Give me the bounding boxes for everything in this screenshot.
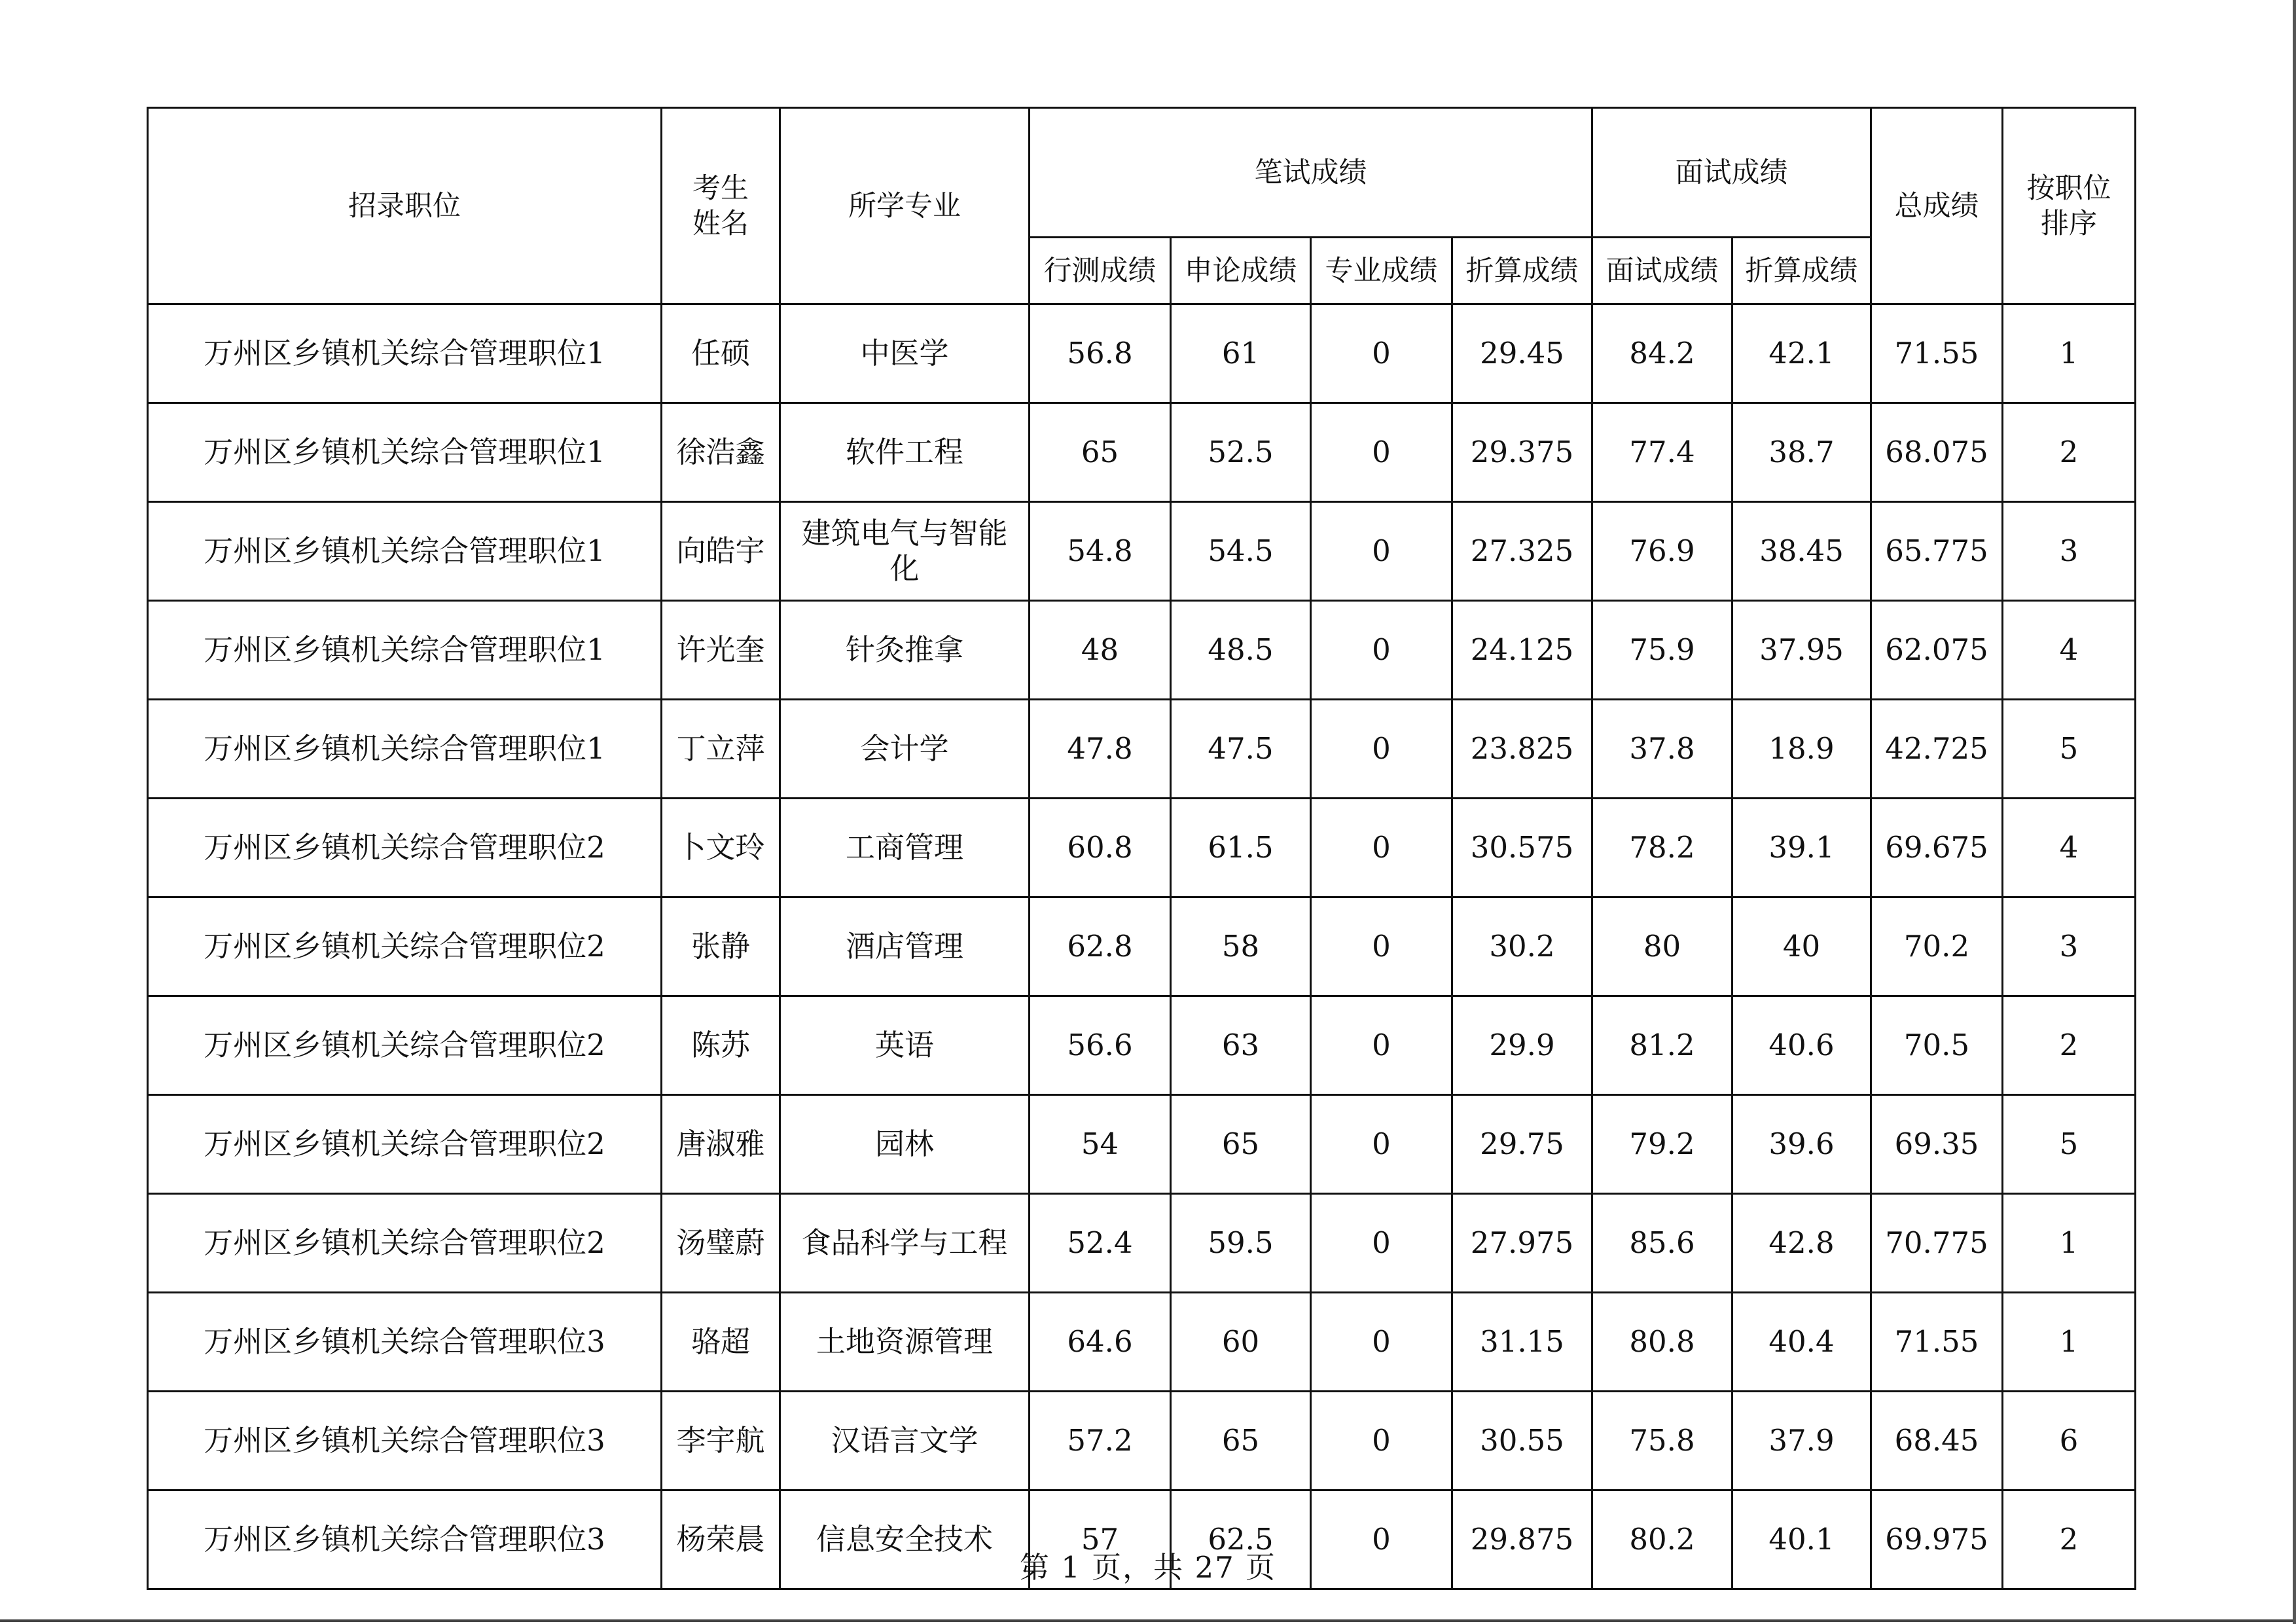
cell-xingce: 47.8: [1030, 700, 1171, 799]
score-table: [147, 107, 2136, 1590]
cell-interview-converted: 42.8: [1732, 1194, 1871, 1293]
cell-interview-converted: 40: [1732, 897, 1871, 996]
cell-xingce: 52.4: [1030, 1194, 1171, 1293]
cell-interview: 81.2: [1592, 996, 1732, 1095]
cell-rank: 2: [2003, 996, 2136, 1095]
cell-written-converted: 29.375: [1452, 403, 1592, 502]
cell-position: 万州区乡镇机关综合管理职位2: [148, 996, 662, 1095]
cell-rank: 5: [2003, 700, 2136, 799]
cell-shenlun: 63: [1171, 996, 1311, 1095]
cell-interview-converted: 18.9: [1732, 700, 1871, 799]
cell-position: 万州区乡镇机关综合管理职位1: [148, 502, 662, 601]
header-row-top: [148, 108, 2136, 238]
cell-written-converted: 29.9: [1452, 996, 1592, 1095]
cell-rank: 5: [2003, 1095, 2136, 1194]
cell-position: 万州区乡镇机关综合管理职位3: [148, 1490, 662, 1589]
header-rank: 按职位排序: [2003, 108, 2136, 304]
cell-interview: 80: [1592, 897, 1732, 996]
cell-interview-converted: 42.1: [1732, 304, 1871, 403]
cell-position: 万州区乡镇机关综合管理职位1: [148, 304, 662, 403]
cell-name: 李宇航: [662, 1392, 780, 1490]
cell-total: 65.775: [1871, 502, 2003, 601]
cell-major: 土地资源管理: [780, 1293, 1030, 1392]
cell-shenlun: 48.5: [1171, 601, 1311, 700]
cell-rank: 4: [2003, 601, 2136, 700]
cell-written-converted: 24.125: [1452, 601, 1592, 700]
cell-major: 酒店管理: [780, 897, 1030, 996]
cell-major: 食品科学与工程: [780, 1194, 1030, 1293]
cell-position: 万州区乡镇机关综合管理职位2: [148, 897, 662, 996]
header-major: 所学专业: [780, 108, 1030, 304]
table-row: [148, 1392, 2136, 1490]
header-interview: 面试成绩: [1592, 238, 1732, 304]
cell-interview-converted: 40.1: [1732, 1490, 1871, 1589]
cell-xingce: 57: [1030, 1490, 1171, 1589]
cell-name: 许光奎: [662, 601, 780, 700]
cell-interview: 78.2: [1592, 799, 1732, 897]
cell-total: 42.725: [1871, 700, 2003, 799]
cell-total: 70.5: [1871, 996, 2003, 1095]
cell-zhuanye: 0: [1311, 897, 1452, 996]
cell-total: 68.45: [1871, 1392, 2003, 1490]
cell-name: 杨荣晨: [662, 1490, 780, 1589]
cell-interview-converted: 40.6: [1732, 996, 1871, 1095]
header-written-converted: 折算成绩: [1452, 238, 1592, 304]
header-xingce: 行测成绩: [1030, 238, 1171, 304]
cell-position: 万州区乡镇机关综合管理职位1: [148, 601, 662, 700]
cell-zhuanye: 0: [1311, 304, 1452, 403]
cell-shenlun: 65: [1171, 1095, 1311, 1194]
cell-position: 万州区乡镇机关综合管理职位3: [148, 1392, 662, 1490]
cell-shenlun: 59.5: [1171, 1194, 1311, 1293]
cell-shenlun: 62.5: [1171, 1490, 1311, 1589]
table-row: [148, 502, 2136, 601]
header-position: 招录职位: [148, 108, 662, 304]
cell-written-converted: 29.75: [1452, 1095, 1592, 1194]
cell-total: 69.35: [1871, 1095, 2003, 1194]
cell-rank: 3: [2003, 502, 2136, 601]
cell-interview: 80.2: [1592, 1490, 1732, 1589]
cell-written-converted: 30.575: [1452, 799, 1592, 897]
cell-name: 骆超: [662, 1293, 780, 1392]
table-row: [148, 897, 2136, 996]
cell-interview: 77.4: [1592, 403, 1732, 502]
cell-major: 工商管理: [780, 799, 1030, 897]
cell-shenlun: 47.5: [1171, 700, 1311, 799]
cell-position: 万州区乡镇机关综合管理职位2: [148, 1095, 662, 1194]
cell-interview: 80.8: [1592, 1293, 1732, 1392]
cell-zhuanye: 0: [1311, 1490, 1452, 1589]
cell-rank: 2: [2003, 403, 2136, 502]
cell-position: 万州区乡镇机关综合管理职位1: [148, 700, 662, 799]
cell-written-converted: 29.875: [1452, 1490, 1592, 1589]
bottom-divider: [0, 1619, 2296, 1622]
cell-interview: 37.8: [1592, 700, 1732, 799]
cell-name: 徐浩鑫: [662, 403, 780, 502]
cell-written-converted: 27.325: [1452, 502, 1592, 601]
cell-zhuanye: 0: [1311, 1392, 1452, 1490]
header-zhuanye: 专业成绩: [1311, 238, 1452, 304]
cell-xingce: 64.6: [1030, 1293, 1171, 1392]
table-row: [148, 1095, 2136, 1194]
cell-zhuanye: 0: [1311, 1293, 1452, 1392]
cell-total: 71.55: [1871, 304, 2003, 403]
header-shenlun: 申论成绩: [1171, 238, 1311, 304]
cell-major: 中医学: [780, 304, 1030, 403]
cell-position: 万州区乡镇机关综合管理职位2: [148, 799, 662, 897]
cell-name: 任硕: [662, 304, 780, 403]
cell-interview-converted: 38.7: [1732, 403, 1871, 502]
cell-name: 陈苏: [662, 996, 780, 1095]
cell-shenlun: 60: [1171, 1293, 1311, 1392]
cell-written-converted: 30.55: [1452, 1392, 1592, 1490]
cell-total: 62.075: [1871, 601, 2003, 700]
cell-interview: 79.2: [1592, 1095, 1732, 1194]
header-interview-converted: 折算成绩: [1732, 238, 1871, 304]
cell-major: 汉语言文学: [780, 1392, 1030, 1490]
cell-zhuanye: 0: [1311, 700, 1452, 799]
table-row: [148, 601, 2136, 700]
cell-written-converted: 29.45: [1452, 304, 1592, 403]
cell-written-converted: 30.2: [1452, 897, 1592, 996]
cell-major: 英语: [780, 996, 1030, 1095]
cell-major: 针灸推拿: [780, 601, 1030, 700]
cell-position: 万州区乡镇机关综合管理职位2: [148, 1194, 662, 1293]
cell-rank: 3: [2003, 897, 2136, 996]
cell-position: 万州区乡镇机关综合管理职位1: [148, 403, 662, 502]
cell-xingce: 48: [1030, 601, 1171, 700]
cell-total: 70.775: [1871, 1194, 2003, 1293]
header-interview-group: 面试成绩: [1592, 108, 1871, 238]
cell-xingce: 57.2: [1030, 1392, 1171, 1490]
cell-name: 汤璧蔚: [662, 1194, 780, 1293]
cell-xingce: 54: [1030, 1095, 1171, 1194]
header-total: 总成绩: [1871, 108, 2003, 304]
cell-total: 71.55: [1871, 1293, 2003, 1392]
header-written-group: 笔试成绩: [1030, 108, 1592, 238]
cell-interview: 75.8: [1592, 1392, 1732, 1490]
table-row: [148, 1194, 2136, 1293]
cell-name: 丁立萍: [662, 700, 780, 799]
cell-shenlun: 54.5: [1171, 502, 1311, 601]
cell-major: 会计学: [780, 700, 1030, 799]
cell-shenlun: 58: [1171, 897, 1311, 996]
cell-rank: 2: [2003, 1490, 2136, 1589]
cell-major: 信息安全技术: [780, 1490, 1030, 1589]
right-edge-divider: [2293, 0, 2296, 1624]
cell-interview-converted: 37.9: [1732, 1392, 1871, 1490]
header-name: 考生姓名: [662, 108, 780, 304]
page-number: 第 1 页，共 27 页: [1019, 1550, 1277, 1585]
cell-interview-converted: 38.45: [1732, 502, 1871, 601]
cell-interview-converted: 40.4: [1732, 1293, 1871, 1392]
cell-total: 69.975: [1871, 1490, 2003, 1589]
cell-name: 唐淑雅: [662, 1095, 780, 1194]
cell-interview-converted: 39.1: [1732, 799, 1871, 897]
cell-name: 卜文玲: [662, 799, 780, 897]
cell-written-converted: 23.825: [1452, 700, 1592, 799]
cell-zhuanye: 0: [1311, 1194, 1452, 1293]
cell-interview-converted: 37.95: [1732, 601, 1871, 700]
cell-major: 建筑电气与智能化: [780, 502, 1030, 601]
cell-zhuanye: 0: [1311, 799, 1452, 897]
cell-zhuanye: 0: [1311, 403, 1452, 502]
table-row: [148, 700, 2136, 799]
cell-rank: 1: [2003, 1194, 2136, 1293]
cell-shenlun: 61.5: [1171, 799, 1311, 897]
cell-interview: 85.6: [1592, 1194, 1732, 1293]
cell-zhuanye: 0: [1311, 502, 1452, 601]
cell-rank: 1: [2003, 1293, 2136, 1392]
cell-zhuanye: 0: [1311, 1095, 1452, 1194]
cell-total: 69.675: [1871, 799, 2003, 897]
table-row: [148, 799, 2136, 897]
cell-interview-converted: 39.6: [1732, 1095, 1871, 1194]
cell-written-converted: 31.15: [1452, 1293, 1592, 1392]
cell-zhuanye: 0: [1311, 996, 1452, 1095]
cell-name: 张静: [662, 897, 780, 996]
cell-shenlun: 61: [1171, 304, 1311, 403]
cell-shenlun: 52.5: [1171, 403, 1311, 502]
cell-interview: 84.2: [1592, 304, 1732, 403]
table-row: [148, 996, 2136, 1095]
cell-rank: 1: [2003, 304, 2136, 403]
cell-xingce: 62.8: [1030, 897, 1171, 996]
cell-position: 万州区乡镇机关综合管理职位3: [148, 1293, 662, 1392]
cell-xingce: 56.8: [1030, 304, 1171, 403]
cell-interview: 76.9: [1592, 502, 1732, 601]
cell-xingce: 60.8: [1030, 799, 1171, 897]
cell-total: 68.075: [1871, 403, 2003, 502]
cell-rank: 4: [2003, 799, 2136, 897]
cell-xingce: 65: [1030, 403, 1171, 502]
table-row: [148, 304, 2136, 403]
cell-written-converted: 27.975: [1452, 1194, 1592, 1293]
cell-zhuanye: 0: [1311, 601, 1452, 700]
cell-xingce: 56.6: [1030, 996, 1171, 1095]
cell-xingce: 54.8: [1030, 502, 1171, 601]
cell-name: 向皓宇: [662, 502, 780, 601]
cell-rank: 6: [2003, 1392, 2136, 1490]
table-row: [148, 1293, 2136, 1392]
cell-major: 园林: [780, 1095, 1030, 1194]
cell-shenlun: 65: [1171, 1392, 1311, 1490]
cell-interview: 75.9: [1592, 601, 1732, 700]
cell-major: 软件工程: [780, 403, 1030, 502]
cell-total: 70.2: [1871, 897, 2003, 996]
table-row: [148, 403, 2136, 502]
